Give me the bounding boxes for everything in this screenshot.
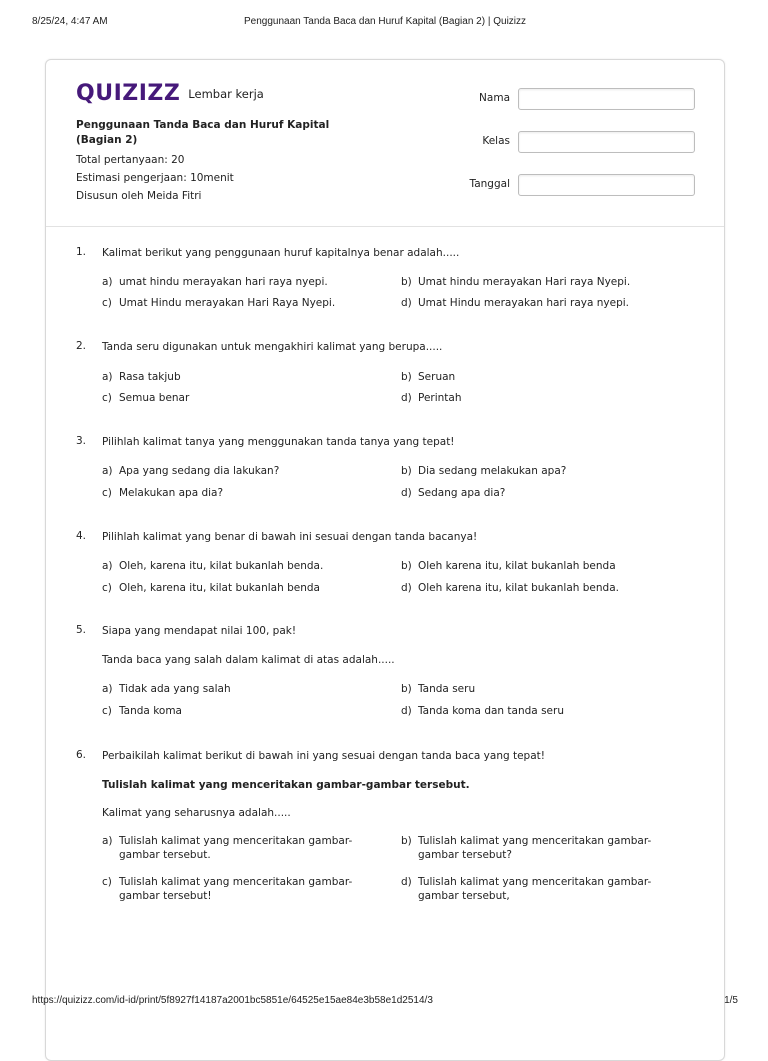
option-letter: a) bbox=[102, 276, 113, 288]
question-text: Pilihlah kalimat tanya yang menggunakan tanda tanya yang tepat! bbox=[102, 436, 455, 448]
option-letter: d) bbox=[401, 297, 412, 309]
option-text: Rasa takjub bbox=[119, 371, 181, 383]
option-text: Tulislah kalimat yang menceritakan gambar-gambar tersebut. bbox=[119, 835, 353, 861]
option-text: Tanda seru bbox=[418, 683, 476, 695]
option-letter: b) bbox=[401, 276, 412, 288]
class-input[interactable] bbox=[518, 131, 695, 153]
option-text: Perintah bbox=[418, 392, 462, 404]
option-letter: b) bbox=[401, 683, 412, 695]
option-letter: b) bbox=[401, 835, 412, 847]
option-letter: b) bbox=[401, 560, 412, 572]
quizizz-logo: QUIZIZZ bbox=[76, 81, 181, 106]
print-page-number: 1/5 bbox=[724, 995, 738, 1006]
worksheet-meta bbox=[76, 118, 336, 205]
date-input[interactable] bbox=[518, 174, 695, 196]
question-text: Pilihlah kalimat yang benar di bawah ini sesuai dengan tanda bacanya! bbox=[102, 531, 478, 543]
question-subtext: Tanda baca yang salah dalam kalimat di atas adalah..... bbox=[102, 654, 395, 666]
option-letter: c) bbox=[102, 876, 112, 888]
option-text: Semua benar bbox=[119, 392, 190, 404]
option-text: Oleh, karena itu, kilat bukanlah benda bbox=[119, 582, 320, 594]
option-text: Apa yang sedang dia lakukan? bbox=[119, 465, 280, 477]
class-field-row bbox=[446, 131, 696, 153]
print-url: https://quizizz.com/id-id/print/5f8927f14187a2001bc5851e/64525e15ae84e3b58e1d2514/3 bbox=[32, 995, 433, 1006]
print-date: 8/25/24, 4:47 AM bbox=[32, 16, 108, 27]
option-letter: a) bbox=[102, 683, 113, 695]
worksheet-card bbox=[45, 59, 725, 1061]
question-text: Kalimat berikut yang penggunaan huruf kapitalnya benar adalah..... bbox=[102, 247, 460, 259]
option-text: Umat hindu merayakan Hari raya Nyepi. bbox=[418, 276, 631, 288]
option-text: Umat Hindu merayakan Hari Raya Nyepi. bbox=[119, 297, 336, 309]
name-input[interactable] bbox=[518, 88, 695, 110]
question-text: Tanda seru digunakan untuk mengakhiri kalimat yang berupa..... bbox=[102, 341, 443, 353]
option-text: Tulislah kalimat yang menceritakan gambar-gambar tersebut? bbox=[418, 835, 652, 861]
option-text: Oleh, karena itu, kilat bukanlah benda. bbox=[119, 560, 324, 572]
worksheet-title: Penggunaan Tanda Baca dan Huruf Kapital (Bagian 2) bbox=[76, 119, 330, 146]
option-text: Melakukan apa dia? bbox=[119, 487, 224, 499]
option-letter: d) bbox=[401, 487, 412, 499]
option-letter: a) bbox=[102, 371, 113, 383]
option-letter: b) bbox=[401, 371, 412, 383]
date-label: Tanggal bbox=[469, 178, 510, 190]
total-questions: Total pertanyaan: 20 bbox=[76, 154, 185, 166]
option-text: Tanda koma dan tanda seru bbox=[418, 705, 564, 717]
option-text: umat hindu merayakan hari raya nyepi. bbox=[119, 276, 328, 288]
question-number: 5. bbox=[76, 624, 87, 636]
class-label: Kelas bbox=[482, 135, 510, 147]
option-text: Tulislah kalimat yang menceritakan gambar-gambar tersebut! bbox=[119, 876, 353, 902]
question-number: 2. bbox=[76, 340, 87, 352]
question-text: Siapa yang mendapat nilai 100, pak! bbox=[102, 625, 297, 637]
question-text: Perbaikilah kalimat berikut di bawah ini yang sesuai dengan tanda baca yang tepat! bbox=[102, 750, 545, 762]
option-letter: d) bbox=[401, 392, 412, 404]
option-letter: c) bbox=[102, 297, 112, 309]
option-letter: d) bbox=[401, 876, 412, 888]
option-letter: d) bbox=[401, 582, 412, 594]
question-number: 4. bbox=[76, 530, 87, 542]
option-text: Seruan bbox=[418, 371, 456, 383]
option-text: Oleh karena itu, kilat bukanlah benda. bbox=[418, 582, 619, 594]
option-letter: a) bbox=[102, 465, 113, 477]
name-label: Nama bbox=[479, 92, 510, 104]
option-text: Dia sedang melakukan apa? bbox=[418, 465, 567, 477]
option-letter: b) bbox=[401, 465, 412, 477]
question-number: 6. bbox=[76, 749, 87, 761]
logo-row bbox=[76, 82, 264, 106]
question-number: 1. bbox=[76, 246, 87, 258]
question-quote: Tulislah kalimat yang menceritakan gambar-gambar tersebut. bbox=[102, 779, 470, 791]
option-letter: a) bbox=[102, 560, 113, 572]
option-letter: c) bbox=[102, 582, 112, 594]
option-text: Tulislah kalimat yang menceritakan gambar-gambar tersebut, bbox=[418, 876, 652, 902]
option-text: Sedang apa dia? bbox=[418, 487, 506, 499]
option-letter: c) bbox=[102, 392, 112, 404]
name-field-row bbox=[446, 88, 696, 110]
author: Disusun oleh Meida Fitri bbox=[76, 190, 202, 202]
print-page-title: Penggunaan Tanda Baca dan Huruf Kapital (Bagian 2) | Quizizz bbox=[243, 16, 527, 27]
question-subtext: Kalimat yang seharusnya adalah..... bbox=[102, 807, 291, 819]
option-letter: c) bbox=[102, 705, 112, 717]
option-letter: c) bbox=[102, 487, 112, 499]
option-letter: a) bbox=[102, 835, 113, 847]
option-letter: d) bbox=[401, 705, 412, 717]
question-number: 3. bbox=[76, 435, 87, 447]
date-field-row bbox=[446, 174, 696, 196]
option-text: Tanda koma bbox=[119, 705, 182, 717]
option-text: Tidak ada yang salah bbox=[119, 683, 231, 695]
worksheet-label: Lembar kerja bbox=[188, 87, 264, 101]
option-text: Oleh karena itu, kilat bukanlah benda bbox=[418, 560, 616, 572]
option-text: Umat Hindu merayakan hari raya nyepi. bbox=[418, 297, 629, 309]
worksheet-header bbox=[46, 60, 724, 227]
time-estimate: Estimasi pengerjaan: 10menit bbox=[76, 172, 234, 184]
